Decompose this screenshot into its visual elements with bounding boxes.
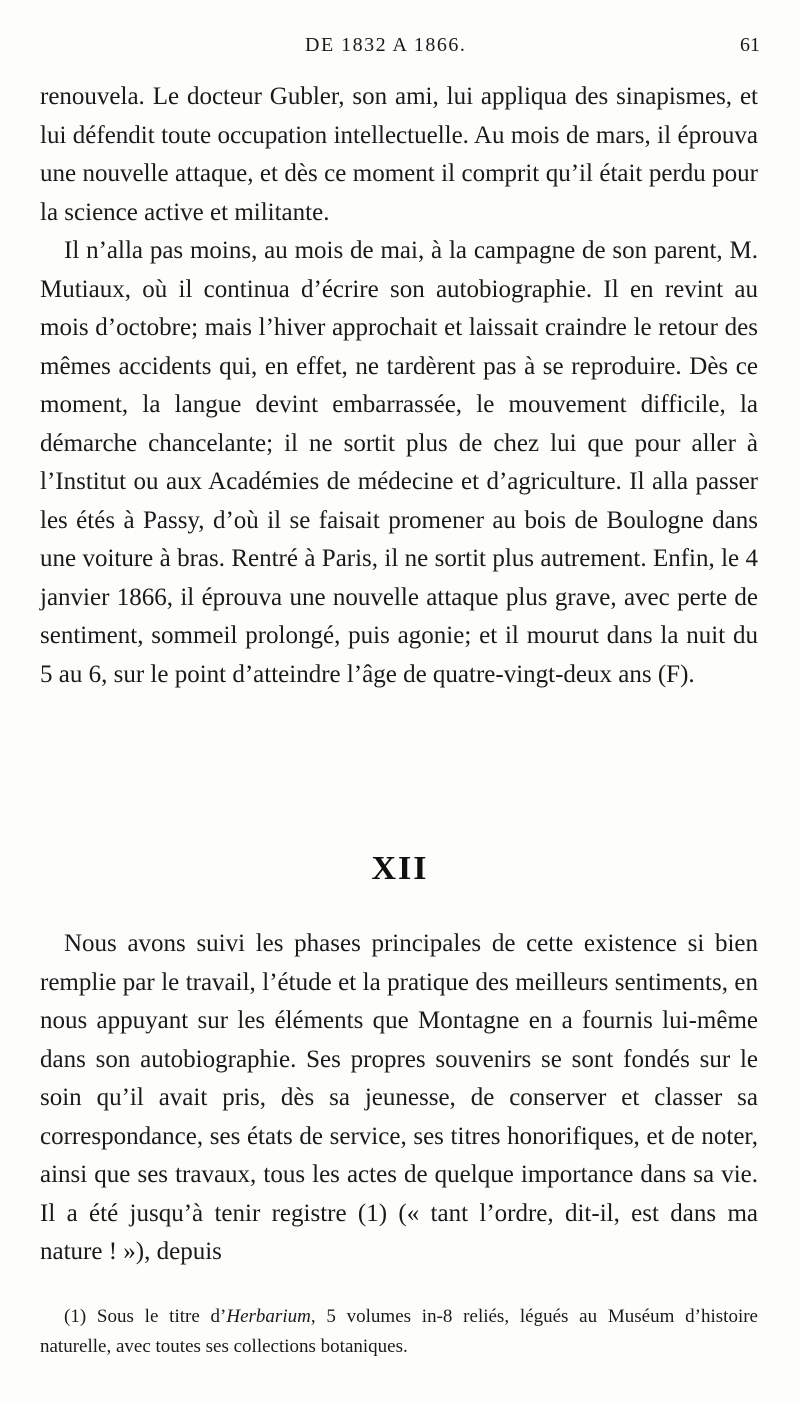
footnote bbox=[40, 1302, 758, 1362]
paragraph-continuation: renouvela. Le docteur Gubler, son ami, lui appliqua des sinapismes, et lui défendit toute occupation intellectuelle. Au mois de mars, il éprouva une nouvelle attaque, et dès ce moment il comprit qu’il était perdu pour la science active et militante. bbox=[40, 83, 758, 226]
footnote-suffix: , 5 volumes in-8 reliés, légués au Muséum d’histoire naturelle, avec toutes ses collections botaniques. bbox=[40, 1306, 758, 1357]
running-head bbox=[40, 34, 760, 64]
text-block-before-section bbox=[40, 78, 758, 694]
running-title: DE 1832 A 1866. bbox=[305, 34, 467, 56]
text-block-after-section bbox=[40, 925, 758, 1272]
section-heading: XII bbox=[371, 850, 429, 887]
paragraph: Il n’alla pas moins, au mois de mai, à la campagne de son parent, M. Mutiaux, où il continua d’écrire son autobiographie. Il en revint au mois d’octobre; mais l’hiver approchait et laissait craindre le retour des mêmes accidents qui, en effet, ne tardèrent pas à se reproduire. Dès ce moment, la langue devint embarrassée, le mouvement difficile, la démarche chancelante; il ne sortit plus de chez lui que pour aller à l’Institut ou aux Académies de médecine et d’agriculture. Il alla passer les étés à Passy, d’où il se faisait promener au bois de Boulogne dans une voiture à bras. Rentré à Paris, il ne sortit plus autrement. Enfin, le 4 janvier 1866, il éprouva une nouvelle attaque plus grave, avec perte de sentiment, sommeil prolongé, puis agonie; et il mourut dans la nuit du 5 au 6, sur le point d’atteindre l’âge de quatre-vingt-deux ans (F). bbox=[40, 237, 758, 688]
page-number: 61 bbox=[740, 34, 760, 56]
paragraph: Nous avons suivi les phases principales de cette existence si bien remplie par le travail, l’étude et la pratique des meilleurs sentiments, en nous appuyant sur les éléments que Montagne en a fournis lui-même dans son autobiographie. Ses propres souvenirs se sont fondés sur le soin qu’il avait pris, dès sa jeunesse, de conserver et classer sa correspondance, ses états de service, ses titres honorifiques, et de noter, ainsi que ses travaux, tous les actes de quelque importance dans sa vie. Il a été jusqu’à tenir registre (1) (« tant l’ordre, dit-il, est dans ma nature ! »), depuis bbox=[40, 930, 758, 1265]
footnote-prefix: (1) Sous le titre d’ bbox=[64, 1306, 227, 1327]
footnote-italic-title: Herbarium bbox=[226, 1306, 311, 1327]
